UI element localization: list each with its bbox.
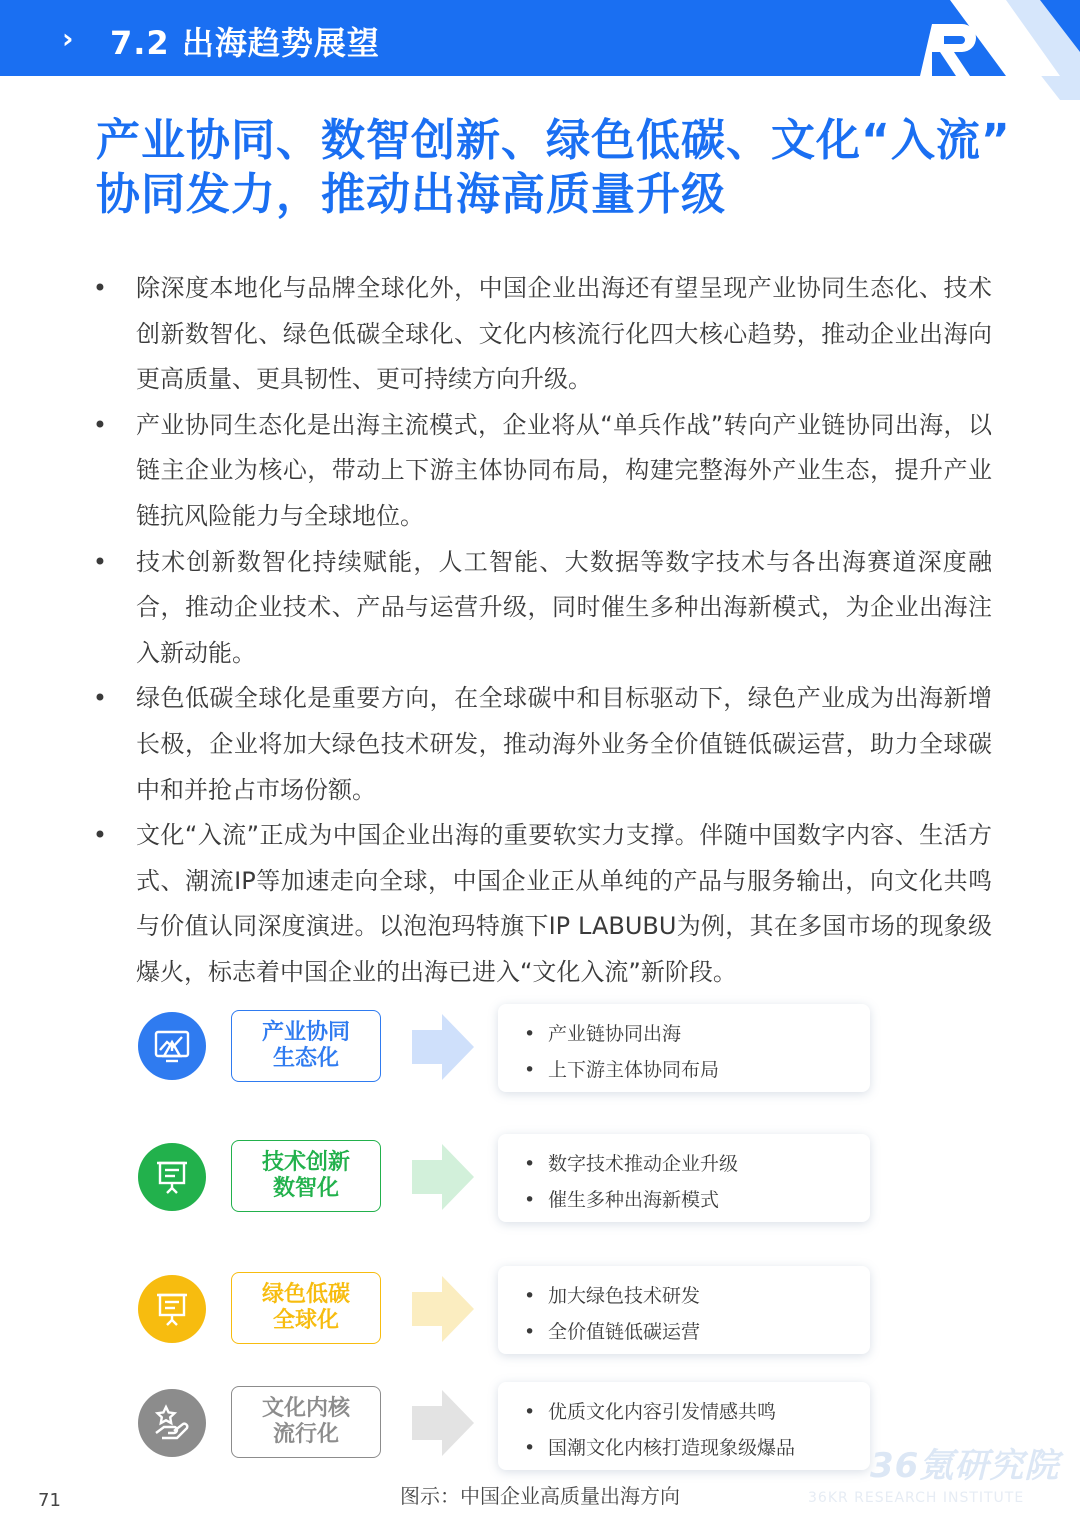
bullet-item bbox=[92, 403, 992, 540]
tag-line: 全球化 bbox=[272, 1308, 339, 1333]
figure-caption: 图示：中国企业高质量出海方向 bbox=[400, 1484, 680, 1508]
detail-text: 产业链协同出海 bbox=[548, 1023, 682, 1045]
bullet-dot: • bbox=[524, 1437, 536, 1459]
page-headline bbox=[96, 114, 1016, 222]
bullet-dot: • bbox=[92, 547, 108, 576]
tag-line: 流行化 bbox=[272, 1422, 339, 1447]
detail-text: 上下游主体协同布局 bbox=[548, 1059, 720, 1081]
detail-text: 数字技术推动企业升级 bbox=[548, 1153, 739, 1175]
tag-line: 技术创新 bbox=[261, 1150, 350, 1175]
bullet-dot: • bbox=[524, 1153, 536, 1175]
bullet-item bbox=[92, 266, 992, 403]
detail-item bbox=[524, 1278, 870, 1314]
detail-item bbox=[524, 1146, 870, 1182]
presentation-board-icon bbox=[138, 1143, 206, 1211]
detail-item bbox=[524, 1394, 870, 1430]
detail-item bbox=[524, 1314, 870, 1350]
brand-logo-icon bbox=[910, 0, 1080, 100]
bullet-text: 除深度本地化与品牌全球化外，中国企业出海还有望呈现产业协同生态化、技术创新数智化、绿色低碳全球化、文化内核流行化四大核心趋势，推动企业出海向更高质量、更具韧性、更可持续方向升级。 bbox=[136, 274, 992, 394]
bullet-dot: • bbox=[524, 1401, 536, 1423]
detail-text: 加大绿色技术研发 bbox=[548, 1285, 701, 1307]
trend-tag bbox=[231, 1272, 381, 1344]
trend-tag bbox=[231, 1140, 381, 1212]
trend-detail-card bbox=[498, 1134, 870, 1222]
page-number: 71 bbox=[38, 1490, 61, 1511]
bullet-text: 产业协同生态化是出海主流模式，企业将从“单兵作战”转向产业链协同出海，以链主企业为核心，带动上下游主体协同布局，构建完整海外产业生态，提升产业链抗风险能力与全球地位。 bbox=[136, 410, 992, 530]
trend-detail-card bbox=[498, 1382, 870, 1470]
detail-text: 催生多种出海新模式 bbox=[548, 1189, 720, 1211]
bullet-dot: • bbox=[92, 684, 108, 713]
chart-warning-icon bbox=[138, 1012, 206, 1080]
bullet-item bbox=[92, 540, 992, 677]
bullet-item bbox=[92, 676, 992, 813]
watermark-logo: 36氪研究院 bbox=[870, 1446, 1060, 1486]
bullet-dot: • bbox=[524, 1023, 536, 1045]
tag-line: 文化内核 bbox=[261, 1396, 350, 1421]
arrow-right-icon bbox=[412, 1388, 476, 1458]
bullet-dot: • bbox=[524, 1285, 536, 1307]
tag-line: 产业协同 bbox=[261, 1020, 350, 1045]
bullet-dot: • bbox=[92, 274, 108, 302]
headline-line-1: 产业协同、数智创新、绿色低碳、文化“入流” bbox=[96, 115, 1011, 166]
tag-line: 生态化 bbox=[272, 1046, 339, 1071]
trend-tag bbox=[231, 1010, 381, 1082]
bullet-item bbox=[92, 813, 992, 995]
tag-line: 数智化 bbox=[272, 1176, 339, 1201]
chevron-right-icon: › bbox=[62, 22, 74, 55]
trend-detail-card bbox=[498, 1266, 870, 1354]
presentation-board-icon bbox=[138, 1275, 206, 1343]
arrow-right-icon bbox=[412, 1274, 476, 1344]
detail-item bbox=[524, 1430, 870, 1466]
trend-tag bbox=[231, 1386, 381, 1458]
bullet-dot: • bbox=[92, 821, 108, 850]
detail-item bbox=[524, 1182, 870, 1218]
arrow-right-icon bbox=[412, 1012, 476, 1082]
detail-text: 优质文化内容引发情感共鸣 bbox=[548, 1401, 777, 1423]
watermark-subtitle: 36KR RESEARCH INSTITUTE bbox=[808, 1490, 1025, 1506]
trend-bullet-list bbox=[92, 266, 992, 996]
bullet-text: 技术创新数智化持续赋能，人工智能、大数据等数字技术与各出海赛道深度融合，推动企业技术、产品与运营升级，同时催生多种出海新模式，为企业出海注入新动能。 bbox=[136, 547, 992, 667]
bullet-dot: • bbox=[92, 410, 108, 439]
detail-text: 国潮文化内核打造现象级爆品 bbox=[548, 1437, 796, 1459]
detail-item bbox=[524, 1016, 870, 1052]
star-hand-icon bbox=[138, 1389, 206, 1457]
diagram-row bbox=[0, 1004, 1080, 1114]
trend-detail-card bbox=[498, 1004, 870, 1092]
section-title: 7.2 出海趋势展望 bbox=[110, 24, 380, 62]
tag-line: 绿色低碳 bbox=[261, 1282, 350, 1307]
bullet-dot: • bbox=[524, 1059, 536, 1081]
bullet-text: 绿色低碳全球化是重要方向，在全球碳中和目标驱动下，绿色产业成为出海新增长极，企业将加大绿色技术研发，推动海外业务全价值链低碳运营，助力全球碳中和并抢占市场份额。 bbox=[136, 684, 992, 804]
arrow-right-icon bbox=[412, 1142, 476, 1212]
bullet-dot: • bbox=[524, 1321, 536, 1343]
detail-text: 全价值链低碳运营 bbox=[548, 1321, 701, 1343]
bullet-text: 文化“入流”正成为中国企业出海的重要软实力支撑。伴随中国数字内容、生活方式、潮流IP等加速走向全球，中国企业正从单纯的产品与服务输出，向文化共鸣与价值认同深度演进。以泡泡玛特旗下IP LABUBU为例，其在多国市场的现象级爆火，标志着中国企业的出海已进入“文化入流”新阶段。 bbox=[136, 821, 992, 986]
bullet-dot: • bbox=[524, 1189, 536, 1211]
headline-line-2: 协同发力，推动出海高质量升级 bbox=[96, 169, 726, 220]
diagram-row bbox=[0, 1134, 1080, 1244]
diagram-row bbox=[0, 1266, 1080, 1376]
detail-item bbox=[524, 1052, 870, 1088]
